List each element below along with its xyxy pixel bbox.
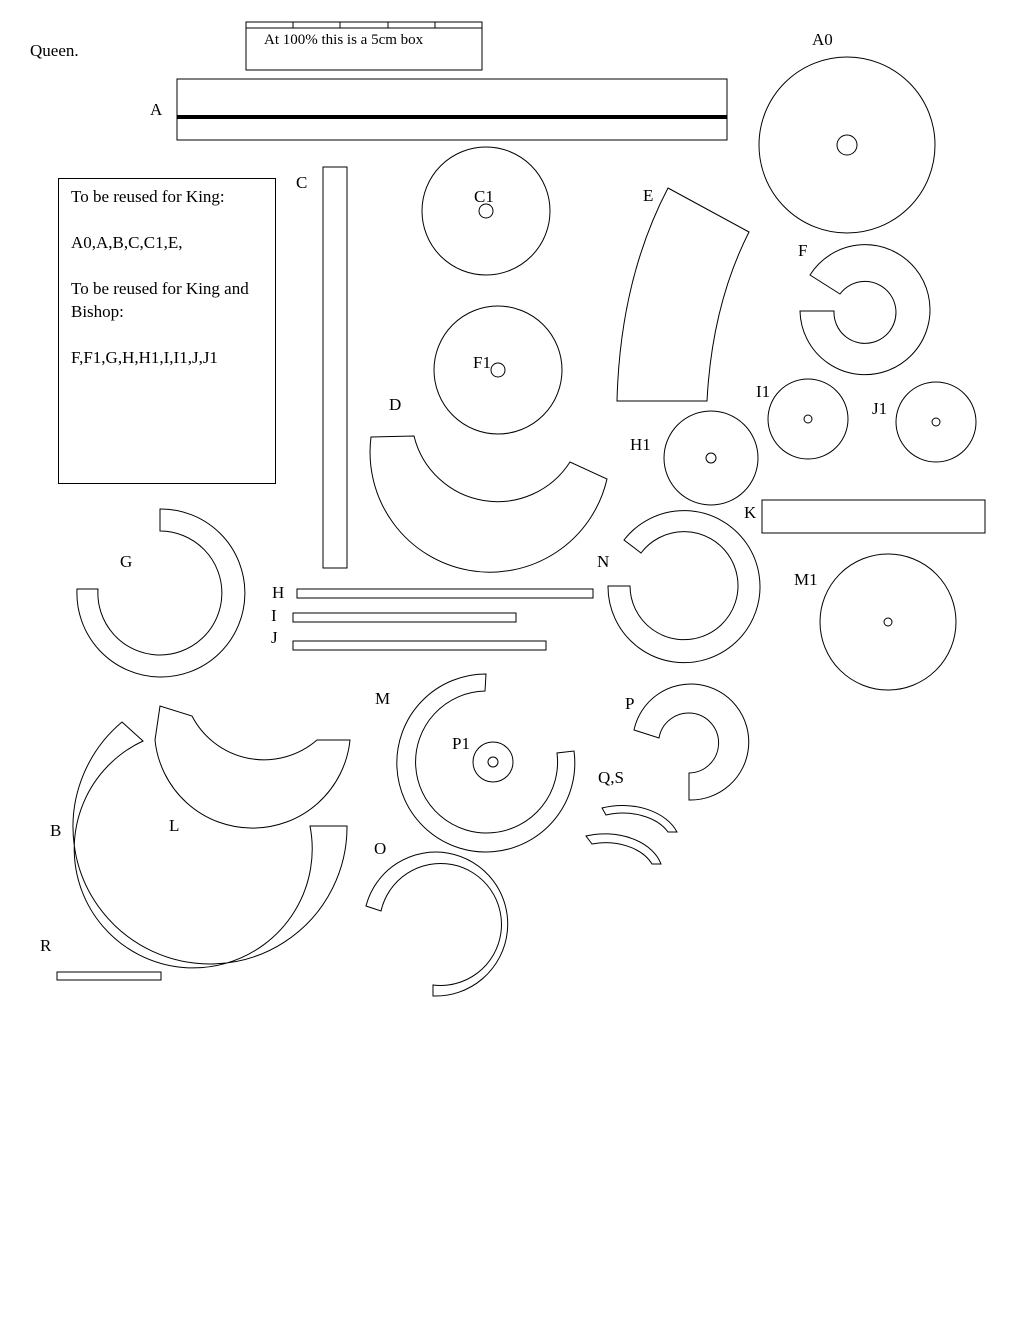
label-k: K <box>744 503 757 522</box>
notes-box <box>58 178 276 484</box>
label-j1: J1 <box>872 399 888 418</box>
label-o: O <box>374 839 387 858</box>
piece-p1 <box>452 734 513 782</box>
label-q-s: Q,S <box>598 768 624 787</box>
label-i1: I1 <box>756 382 771 401</box>
notes-line-3: To be reused for King and Bishop: <box>71 279 249 321</box>
scale-box-label: At 100% this is a 5cm box <box>264 32 424 48</box>
piece-o <box>366 839 508 996</box>
label-j: J <box>271 628 278 647</box>
piece-n <box>597 511 760 663</box>
label-c: C <box>296 173 308 192</box>
notes-line-2: A0,A,B,C,C1,E, <box>71 233 183 252</box>
piece-a <box>150 79 727 140</box>
label-g: G <box>120 552 133 571</box>
label-p1: P1 <box>452 734 470 753</box>
piece-d <box>370 395 610 572</box>
label-f1: F1 <box>473 353 491 372</box>
piece-h <box>272 583 593 602</box>
label-f: F <box>798 241 808 260</box>
piece-c1 <box>422 147 550 275</box>
label-c1: C1 <box>474 187 494 206</box>
piece-g <box>77 509 245 677</box>
label-r: R <box>40 936 52 955</box>
piece-f1 <box>434 306 562 434</box>
label-b: B <box>50 821 62 840</box>
notes-line-1: To be reused for King: <box>71 187 225 206</box>
scale-box <box>246 22 482 70</box>
piece-i1 <box>756 379 848 459</box>
label-d: D <box>389 395 402 414</box>
piece-c <box>296 167 347 568</box>
label-a: A <box>150 100 163 119</box>
piece-l <box>155 706 350 835</box>
piece-f <box>798 241 930 375</box>
label-n: N <box>597 552 610 571</box>
piece-e <box>617 186 749 401</box>
label-h1: H1 <box>630 435 651 454</box>
piece-q-s <box>586 768 677 864</box>
piece-a0 <box>759 30 935 233</box>
piece-p <box>625 684 749 800</box>
label-h: H <box>272 583 285 602</box>
piece-k <box>744 500 985 533</box>
label-e: E <box>643 186 654 205</box>
piece-b <box>50 722 347 968</box>
piece-i <box>271 606 516 625</box>
piece-m1 <box>794 554 956 690</box>
piece-m <box>375 674 575 852</box>
label-a0: A0 <box>812 30 833 49</box>
piece-h1 <box>630 411 758 505</box>
label-l: L <box>169 816 180 835</box>
piece-j1 <box>872 382 976 462</box>
page-title: Queen. <box>30 41 79 60</box>
notes-line-4: F,F1,G,H,H1,I,I1,J,J1 <box>71 348 218 367</box>
piece-r <box>40 936 161 980</box>
label-i: I <box>271 606 277 625</box>
label-p: P <box>625 694 635 713</box>
label-m: M <box>375 689 391 708</box>
piece-j <box>271 628 546 650</box>
label-m1: M1 <box>794 570 818 589</box>
